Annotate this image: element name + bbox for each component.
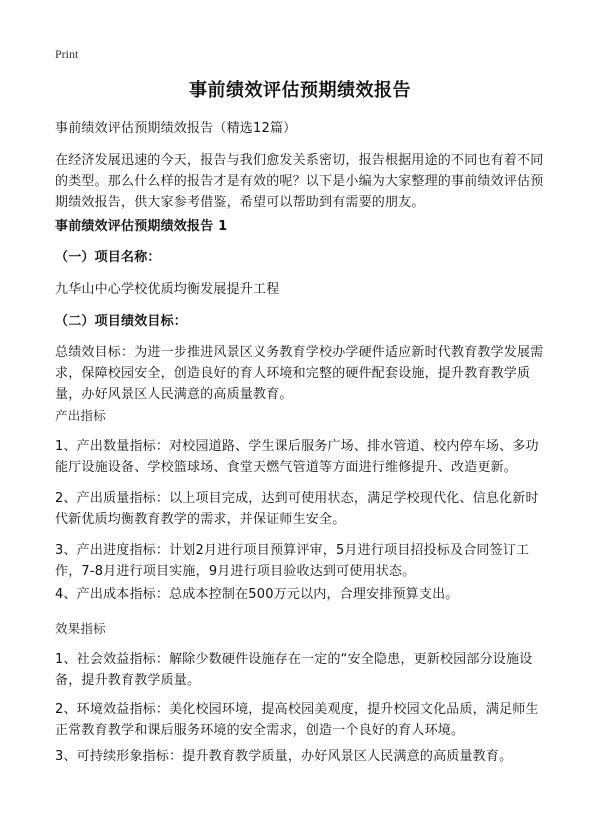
effect-indicator-1: 1、社会效益指标：解除少数硬件设施存在一定的“安全隐患，更新校园部分设施设备，提升教育教学质量。 (55, 652, 533, 688)
print-label[interactable]: Print (55, 47, 79, 61)
effect-indicator-2: 2、环境效益指标：美化校园环境，提高校园美观度，提升校园文化品质，满足师生正常教育教学和课后服务环境的安全需求，创造一个良好的育人环境。 (55, 702, 539, 738)
document-subtitle: 事前绩效评估预期绩效报告（精选12篇） (55, 121, 297, 136)
effect-indicator-3: 3、可持续形象指标：提升教育教学质量，办好风景区人民满意的高质量教育。 (55, 749, 513, 764)
output-indicator-3: 3、产出进度指标：计划2月进行项目预算评审，5月进行项目招投标及合同签订工作，7-8月进行项目实施，9月进行项目验收达到可使用状态。 (55, 543, 530, 579)
document-title: 事前绩效评估预期绩效报告 (189, 80, 411, 101)
effect-indicators-label: 效果指标 (55, 621, 106, 636)
output-indicator-2: 2、产出质量指标：以上项目完成，达到可使用状态，满足学校现代化、信息化新时代新优质均衡教育教学的需求，并保证师生安全。 (55, 491, 539, 527)
output-indicator-1: 1、产出数量指标：对校园道路、学生课后服务广场、排水管道、校内停车场、多功能厅设施设备、学校篮球场、食堂天燃气管道等方面进行维修提升、改造更新。 (55, 439, 539, 475)
item-2-heading: （二）项目绩效目标： (55, 314, 188, 329)
output-indicators-label: 产出指标 (55, 408, 106, 423)
item-1-heading: （一）项目名称： (55, 250, 161, 265)
project-name: 九华山中心学校优质均衡发展提升工程 (55, 282, 280, 297)
section-1-heading: 事前绩效评估预期绩效报告 1 (55, 219, 228, 234)
intro-paragraph: 在经济发展迅速的今天，报告与我们愈发关系密切，报告根据用途的不同也有着不同的类型。那么什么样的报告才是有效的呢？以下是小编为大家整理的事前绩效评估预期绩效报告，供大家参考借鉴，希望可以帮助到有需要的朋友。 (55, 153, 544, 210)
overall-goal-paragraph: 总绩效目标：为进一步推进风景区义务教育学校办学硬件适应新时代教育教学发展需求，保障校园安全，创造良好的育人环境和完整的硬件配套设施，提升教育教学质量，办好风景区人民满意的高质量教育。 (55, 345, 544, 402)
output-indicator-4: 4、产出成本指标：总成本控制在500万元以内，合理安排预算支出。 (55, 587, 459, 602)
